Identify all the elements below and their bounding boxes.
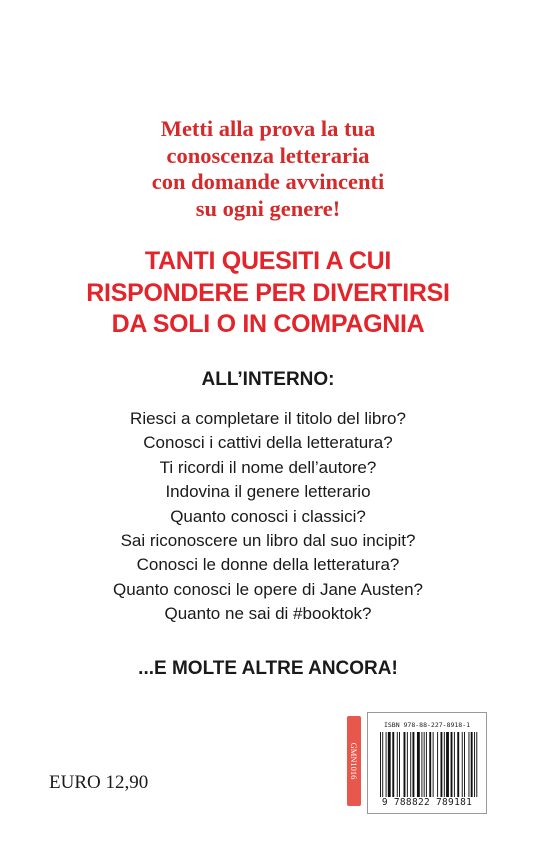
headline-line: DA SOLI O IN COMPAGNIA xyxy=(111,310,425,338)
headline-line: RISPONDERE PER DIVERTIRSI xyxy=(86,278,450,307)
tagline-line: Metti alla prova la tua xyxy=(160,116,376,141)
topic-item: Quanto conosci le opere di Jane Austen? xyxy=(113,579,423,599)
tagline-line: su ogni genere! xyxy=(195,195,341,221)
inside-heading: ALL’INTERNO: xyxy=(201,369,335,390)
topic-item: Sai riconoscere un libro dal suo incipit? xyxy=(120,531,416,551)
barcode-bars xyxy=(378,732,482,797)
topic-item: Indovina il genere letterario xyxy=(165,482,371,502)
product-code: GMN1016 xyxy=(349,742,359,780)
headline xyxy=(0,246,536,341)
barcode-number: 9 788822 789181 xyxy=(381,797,473,808)
tagline-line: con domande avvincenti xyxy=(151,169,385,194)
topic-item: Quanto conosci i classici? xyxy=(170,506,366,526)
topic-item: Conosci i cattivi della letteratura? xyxy=(143,433,393,453)
isbn-label: ISBN 978-88-227-8918-1 xyxy=(383,721,471,729)
topic-list xyxy=(0,407,536,627)
barcode xyxy=(367,712,487,814)
topic-item: Conosci le donne della letteratura? xyxy=(136,555,400,575)
topic-item: Riesci a completare il titolo del libro? xyxy=(130,409,406,428)
topic-item: Quanto ne sai di #booktok? xyxy=(164,604,372,624)
topic-item: Ti ricordi il nome dell’autore? xyxy=(159,457,377,477)
headline-line: TANTI QUESITI A CUI xyxy=(144,247,392,275)
price-label: EURO 12,90 xyxy=(49,772,149,793)
tagline-line: conoscenza letteraria xyxy=(166,142,370,168)
tagline xyxy=(0,116,536,222)
product-code-tab xyxy=(347,716,361,806)
closing-line: ...E MOLTE ALTRE ANCORA! xyxy=(138,658,398,679)
